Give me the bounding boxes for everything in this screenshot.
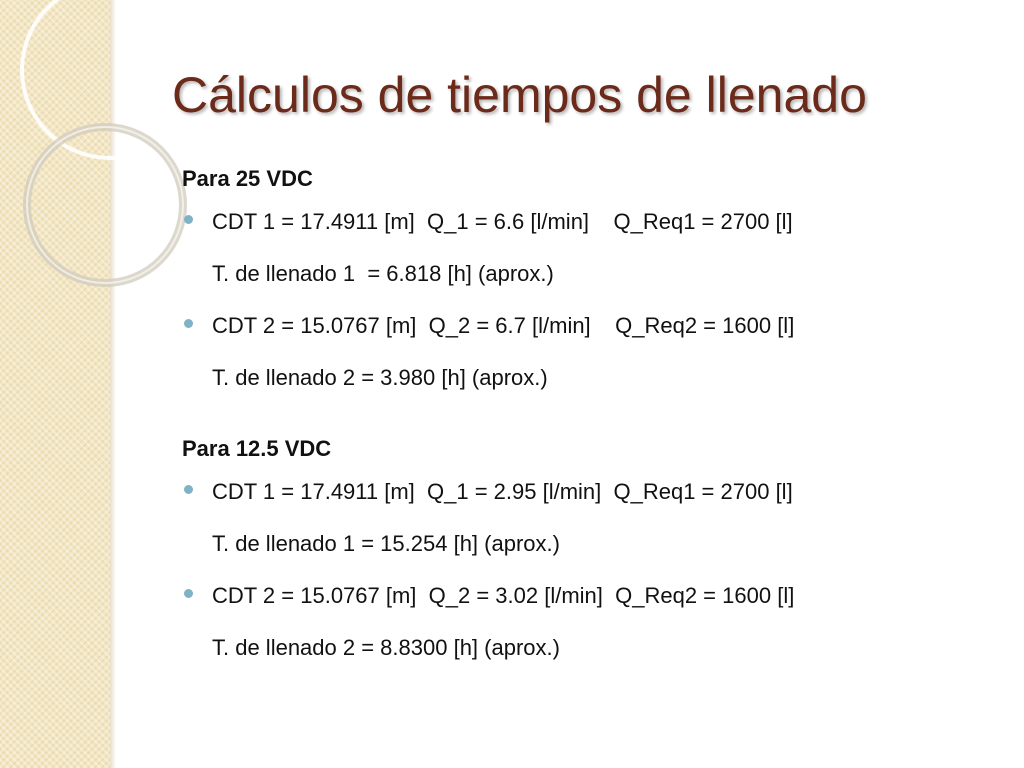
bullet-subline: T. de llenado 2 = 3.980 [h] (aprox.) (212, 365, 548, 390)
bullet-item (182, 300, 1002, 404)
bullet-line: CDT 2 = 15.0767 [m] Q_2 = 6.7 [l/min] Q_Req2 = 1600 [l] (212, 313, 795, 338)
slide-content (182, 162, 1002, 674)
section-heading-25vdc: Para 25 VDC (182, 166, 313, 191)
bullet-icon (184, 485, 193, 494)
bullet-subline: T. de llenado 2 = 8.8300 [h] (aprox.) (212, 635, 560, 660)
bullet-item (182, 570, 1002, 674)
bullet-icon (184, 319, 193, 328)
section-gap (182, 404, 1002, 432)
bullet-item (182, 466, 1002, 570)
bullet-subline: T. de llenado 1 = 15.254 [h] (aprox.) (212, 531, 560, 556)
bullet-line: CDT 1 = 17.4911 [m] Q_1 = 2.95 [l/min] Q_Req1 = 2700 [l] (212, 479, 793, 504)
bullet-icon (184, 215, 193, 224)
bullet-line: CDT 2 = 15.0767 [m] Q_2 = 3.02 [l/min] Q_Req2 = 1600 [l] (212, 583, 795, 608)
section-heading-12-5vdc: Para 12.5 VDC (182, 436, 332, 461)
bullet-line: CDT 1 = 17.4911 [m] Q_1 = 6.6 [l/min] Q_Req1 = 2700 [l] (212, 209, 793, 234)
bullet-subline: T. de llenado 1 = 6.818 [h] (aprox.) (212, 261, 554, 286)
bullet-icon (184, 589, 193, 598)
slide-title: Cálculos de tiempos de llenado (172, 67, 867, 123)
bullet-item (182, 196, 1002, 300)
